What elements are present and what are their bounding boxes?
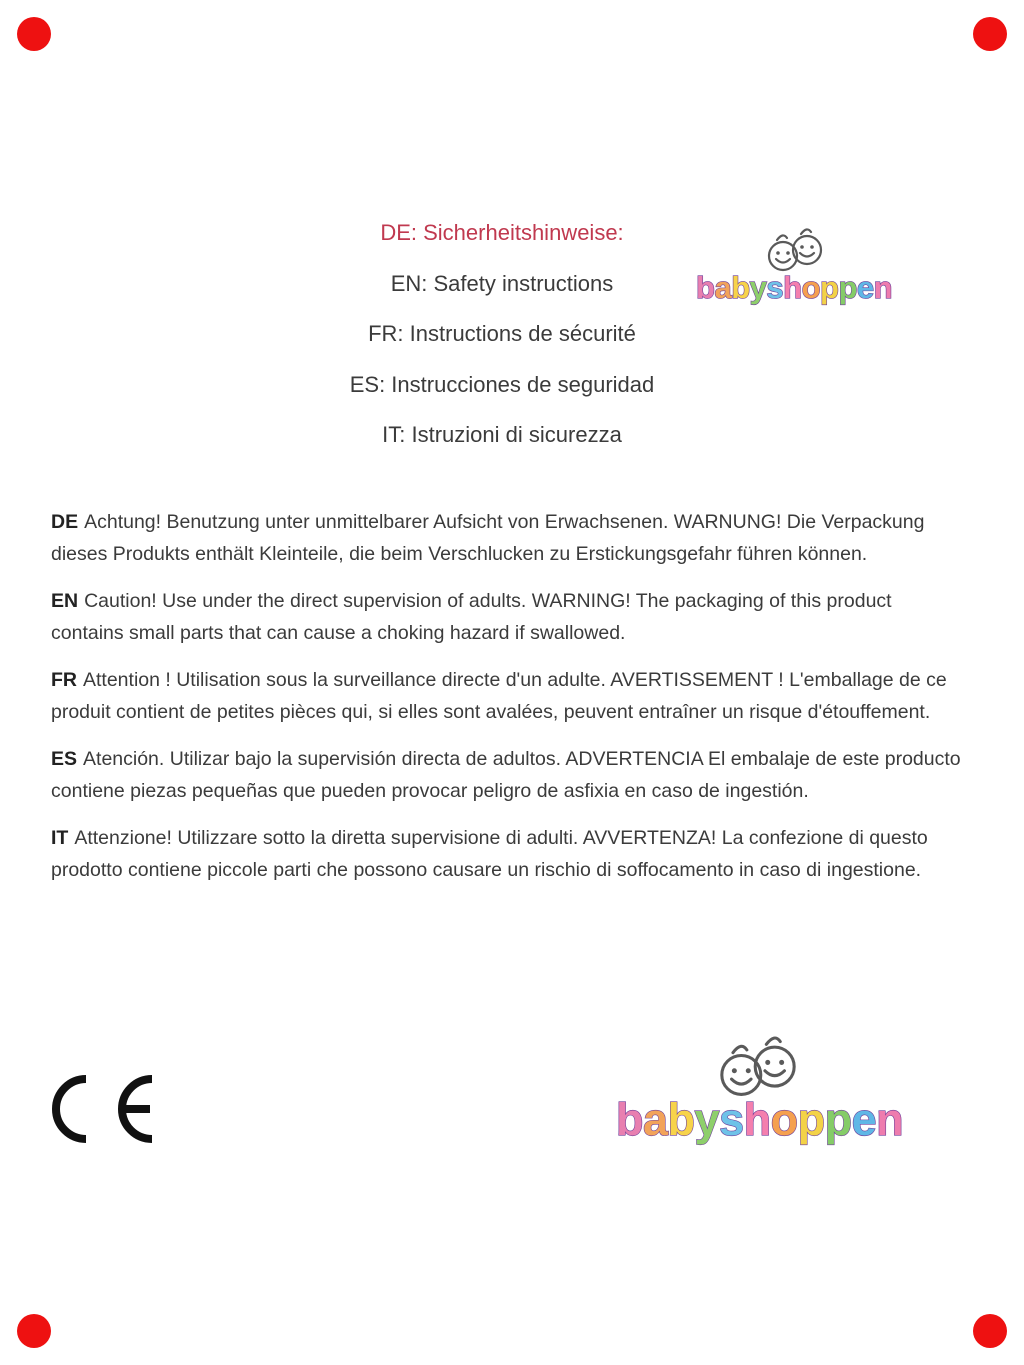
paragraph-text: Attenzione! Utilizzare sotto la diretta supervisione di adulti. AVVERTENZA! La confezione di questo prodotto contiene piccole parti che possono causare un rischio di soffocamento in caso di ingestione. (51, 827, 928, 881)
brand-wordmark: babyshoppen (616, 1094, 904, 1145)
brand-wordmark: babyshoppen (696, 270, 893, 305)
corner-marker-bottom-right (973, 1314, 1007, 1348)
paragraph-es (51, 744, 961, 807)
language-code: ES (51, 748, 78, 770)
heading-fr: FR: Instructions de sécurité (368, 321, 636, 346)
language-code: DE (51, 511, 79, 533)
brand-logo-small (696, 228, 906, 306)
safety-paragraphs (51, 507, 961, 902)
corner-marker-top-right (973, 17, 1007, 51)
baby-faces-icon (713, 1036, 803, 1100)
language-code: IT (51, 827, 69, 849)
paragraph-text: Attention ! Utilisation sous la surveillance directe d'un adulte. AVERTISSEMENT ! L'emballage de ce produit contient de petites pièces qui, si elles sont avalées, peuvent entraîner un risque d'étouffement. (51, 669, 947, 723)
paragraph-text: Achtung! Benutzung unter unmittelbarer Aufsicht von Erwachsenen. WARNUNG! Die Verpackung dieses Produkts enthält Kleinteile, die beim Verschlucken zu Erstickungsgefahr führen können. (51, 511, 925, 565)
paragraph-text: Atención. Utilizar bajo la supervisión directa de adultos. ADVERTENCIA El embalaje de este producto contiene piezas pequeñas que pueden provocar peligro de asfixia en caso de ingestión. (51, 748, 961, 802)
paragraph-en (51, 586, 961, 649)
paragraph-text: Caution! Use under the direct supervision of adults. WARNING! The packaging of this product contains small parts that can cause a choking hazard if swallowed. (51, 590, 892, 644)
paragraph-it (51, 823, 961, 886)
heading-en: EN: Safety instructions (390, 270, 614, 296)
paragraph-de (51, 507, 961, 570)
paragraph-fr (51, 665, 961, 728)
ce-mark-icon (50, 1072, 158, 1146)
heading-de: DE: Sicherheitshinweise: (380, 220, 624, 245)
language-code: EN (51, 590, 79, 612)
baby-faces-icon (763, 228, 827, 274)
heading-it: IT: Istruzioni di sicurezza (382, 422, 622, 447)
heading-es: ES: Instrucciones de seguridad (349, 371, 655, 397)
language-code: FR (51, 669, 77, 691)
corner-marker-top-left (17, 17, 51, 51)
corner-marker-bottom-left (17, 1314, 51, 1348)
brand-logo-large (616, 1036, 916, 1146)
safety-headings (300, 208, 704, 461)
